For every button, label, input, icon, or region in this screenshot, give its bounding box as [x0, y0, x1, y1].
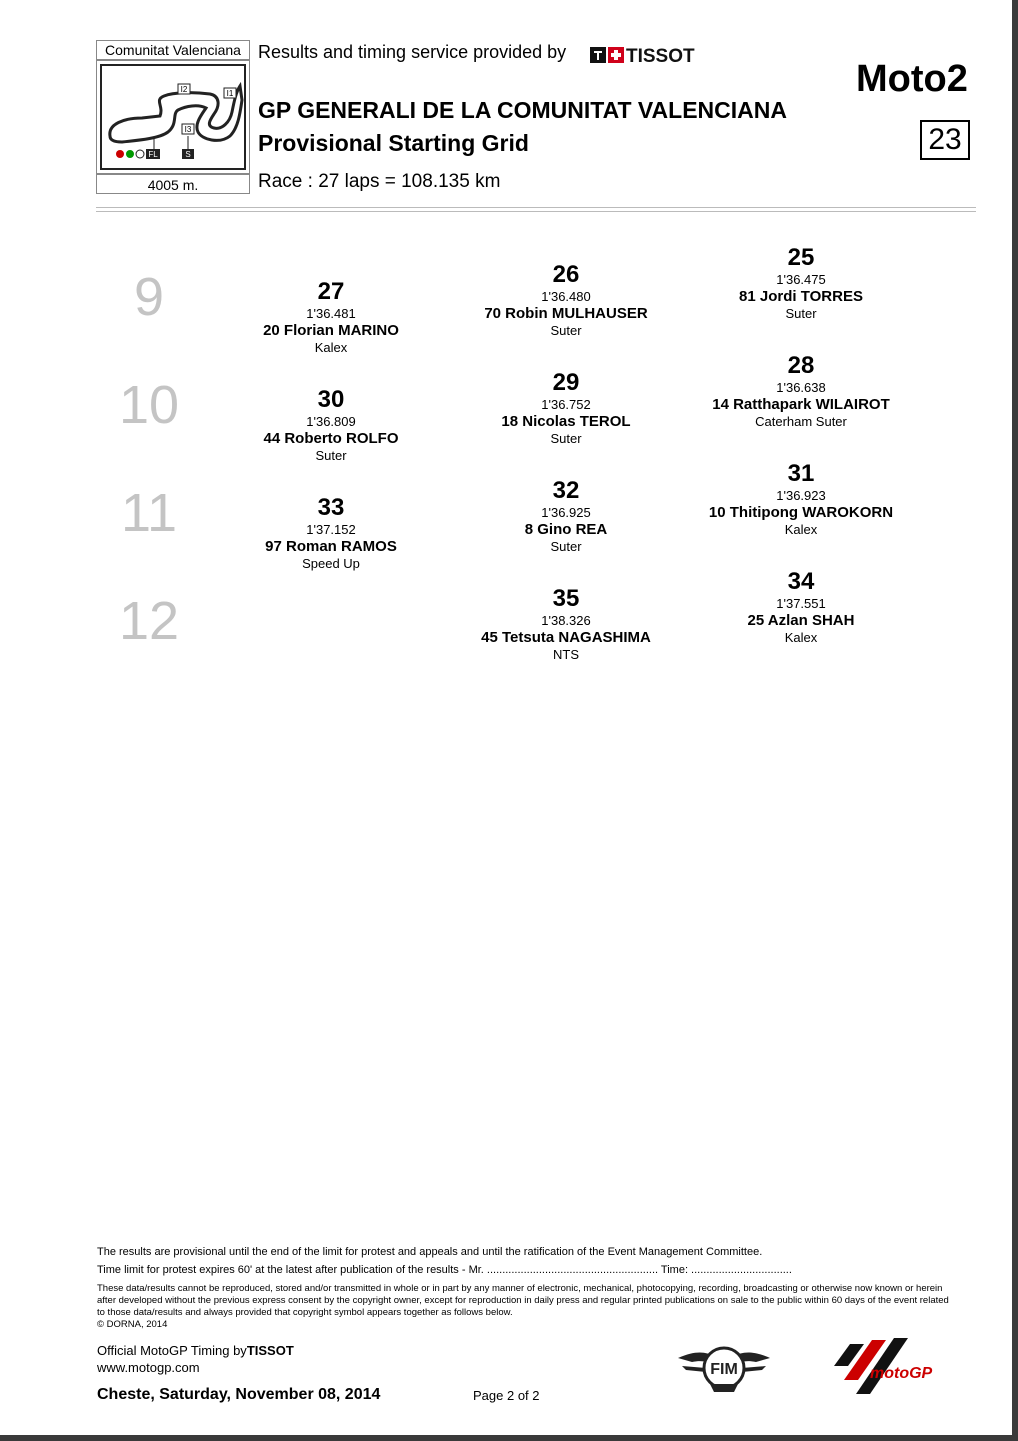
team-name: Speed Up	[302, 556, 360, 571]
official-timing	[97, 1343, 294, 1358]
rider-name: 20 Florian MARINO	[263, 322, 399, 339]
motogp-logo-text: motoGP	[870, 1365, 933, 1382]
rider-name: 25 Azlan SHAH	[747, 612, 855, 629]
grid-position: 33	[317, 494, 345, 521]
team-name: Suter	[550, 431, 582, 446]
grid-position: 30	[317, 386, 345, 413]
map-label-i3: I3	[184, 125, 192, 134]
track-map-icon	[102, 66, 244, 168]
rider-name: 70 Robin MULHAUSER	[484, 305, 648, 322]
grid-position: 31	[787, 460, 815, 487]
grid-slot	[681, 461, 921, 538]
grid-position: 32	[552, 477, 580, 504]
rider-name: 14 Ratthapark WILAIROT	[712, 396, 890, 413]
rider-name: 97 Roman RAMOS	[265, 538, 397, 555]
lap-time: 1'38.326	[541, 613, 591, 628]
team-name: Kalex	[784, 630, 818, 645]
circuit-name: Comunitat Valenciana	[96, 40, 250, 60]
grid-position: 27	[317, 278, 345, 305]
lap-time: 1'36.925	[541, 505, 591, 520]
grid-slot	[681, 569, 921, 646]
team-name: Caterham Suter	[755, 414, 847, 429]
event-title: GP GENERALI DE LA COMUNITAT VALENCIANA	[258, 97, 787, 123]
grid-slot	[681, 245, 921, 322]
grid-slot	[446, 262, 686, 339]
tissot-logo-text: TISSOT	[626, 46, 695, 66]
lap-time: 1'36.480	[541, 289, 591, 304]
rider-name: 81 Jordi TORRES	[739, 288, 863, 305]
map-label-s: S	[185, 150, 191, 159]
motogp-logo	[828, 1336, 938, 1403]
place-date: Cheste, Saturday, November 08, 2014	[97, 1386, 381, 1403]
grid-position: 29	[552, 369, 580, 396]
grid-slot	[446, 370, 686, 447]
rider-name: 44 Roberto ROLFO	[263, 430, 399, 447]
grid-slot	[211, 495, 451, 572]
grid-slot	[446, 478, 686, 555]
grid-row-number: 9	[133, 267, 165, 327]
website-link[interactable]: www.motogp.com	[97, 1360, 200, 1375]
team-name: Kalex	[314, 340, 348, 355]
grid-position: 25	[787, 244, 815, 271]
team-name: Suter	[550, 323, 582, 338]
copyright-line: © DORNA, 2014	[97, 1319, 168, 1330]
team-name: Suter	[785, 306, 817, 321]
rider-name: 45 Tetsuta NAGASHIMA	[481, 629, 651, 646]
lap-time: 1'36.638	[776, 380, 826, 395]
grid-row-number: 12	[118, 591, 180, 651]
grid-position: 26	[552, 261, 580, 288]
grid-position: 28	[787, 352, 815, 379]
grid-row-number: 10	[118, 375, 180, 435]
lap-time: 1'37.152	[306, 522, 356, 537]
team-name: Kalex	[784, 522, 818, 537]
race-info: Race : 27 laps = 108.135 km	[258, 171, 501, 192]
category-label: Moto2	[856, 58, 968, 100]
grid-slot	[211, 279, 451, 356]
rider-name: 8 Gino REA	[524, 521, 608, 538]
grid-position: 34	[787, 568, 815, 595]
grid-slot	[211, 387, 451, 464]
track-length: 4005 m.	[96, 174, 250, 194]
lap-time: 1'36.923	[776, 488, 826, 503]
divider	[96, 211, 976, 212]
provided-by-text: Results and timing service provided by	[258, 42, 567, 62]
document-title: Provisional Starting Grid	[258, 130, 529, 156]
grid-row-number: 11	[120, 483, 178, 543]
grid-slot	[446, 586, 686, 663]
map-label-i2: I2	[180, 85, 188, 94]
track-map	[96, 60, 250, 174]
map-label-i1: I1	[226, 89, 234, 98]
divider	[96, 207, 976, 208]
fim-logo	[676, 1340, 772, 1401]
grid-slot	[681, 353, 921, 430]
lap-time: 1'37.551	[776, 596, 826, 611]
copyright-text: These data/results cannot be reproduced, stored and/or transmitted in whole or in part by any manner of electronic, mechanical, photocopying, recording, broadcasting or otherwise now known or herein after developed without the previous express consent by the copyright owner, except for reproduction in daily press and regular printed publications on sale to the public within 60 days of the event related to those data/results and always provided that copyright symbol appears together as follows below.	[97, 1283, 949, 1318]
fim-logo-text: FIM	[710, 1361, 738, 1378]
team-name: Suter	[550, 539, 582, 554]
protest-note: Time limit for protest expires 60' at the latest after publication of the results - Mr. ........................................................ Time: .................................	[97, 1264, 792, 1276]
team-name: NTS	[553, 647, 579, 662]
team-name: Suter	[315, 448, 347, 463]
official-timing-brand: TISSOT	[246, 1343, 294, 1358]
page-code: 23	[920, 120, 970, 160]
lap-time: 1'36.481	[306, 306, 356, 321]
lap-time: 1'36.475	[776, 272, 826, 287]
page-number: Page 2 of 2	[473, 1388, 540, 1403]
map-label-fl: FL	[148, 150, 158, 159]
rider-name: 10 Thitipong WAROKORN	[708, 504, 894, 521]
rider-name: 18 Nicolas TEROL	[501, 413, 631, 430]
official-timing-prefix: Official MotoGP Timing by	[97, 1343, 247, 1358]
tissot-logo	[590, 44, 730, 71]
grid-position: 35	[552, 585, 580, 612]
lap-time: 1'36.752	[541, 397, 591, 412]
provisional-note: The results are provisional until the end of the limit for protest and appeals and until the ratification of the Event Management Committee.	[97, 1246, 763, 1258]
lap-time: 1'36.809	[306, 414, 356, 429]
